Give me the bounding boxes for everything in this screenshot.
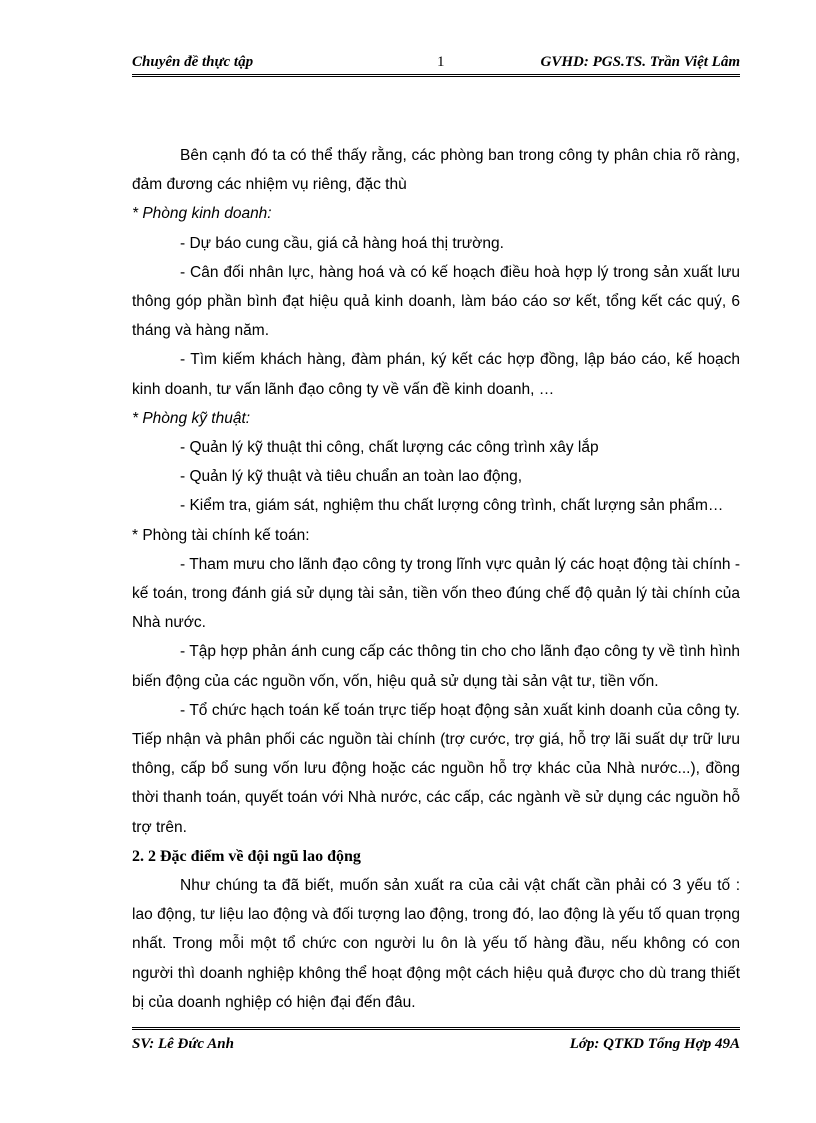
- list-item: - Cân đối nhân lực, hàng hoá và có kế hoạch điều hoà hợp lý trong sản xuất lưu thông góp phần bình đạt hiệu quả kinh doanh, làm báo cáo sơ kết, tổng kết các quý, 6 tháng và hàng năm.: [132, 263, 740, 340]
- intro-paragraph: Bên cạnh đó ta có thể thấy rằng, các phòng ban trong công ty phân chia rõ ràng, đảm đương các nhiệm vụ riêng, đặc thù: [132, 147, 740, 194]
- page-header: [132, 54, 740, 74]
- header-rule: [132, 74, 740, 77]
- header-title: Chuyên đề thực tập: [132, 54, 254, 70]
- list-item: - Tìm kiếm khách hàng, đàm phán, ký kết các hợp đồng, lập báo cáo, kế hoạch kinh doanh, tư vấn lãnh đạo công ty về vấn đề kinh doanh, …: [132, 351, 740, 398]
- list-item: - Tham mưu cho lãnh đạo công ty trong lĩnh vực quản lý các hoạt động tài chính - kế toán, trong đánh giá sử dụng tài sản, tiền vốn theo đúng chế độ quản lý tài chính của Nhà nước.: [132, 555, 740, 632]
- header-supervisor: GVHD: PGS.TS. Trần Việt Lâm: [540, 54, 740, 70]
- list-item: - Tập hợp phản ánh cung cấp các thông tin cho cho lãnh đạo công ty về tình hình biến động của các nguồn vốn, vốn, hiệu quả sử dụng tài sản vật tư, tiền vốn.: [132, 643, 740, 690]
- section-heading: 2. 2 Đặc điểm về đội ngũ lao động: [132, 847, 361, 865]
- footer-student: SV: Lê Đức Anh: [132, 1036, 234, 1052]
- section-tai-chinh-title: * Phòng tài chính kế toán:: [132, 526, 310, 544]
- list-item: - Kiểm tra, giám sát, nghiệm thu chất lượng công trình, chất lượng sản phẩm…: [180, 497, 724, 515]
- section-paragraph: Như chúng ta đã biết, muốn sản xuất ra của cải vật chất cần phải có 3 yếu tố : lao động, tư liệu lao động và đối tượng lao động, trong đó, lao động là yếu tố quan trọng nhất. Trong mỗi một tổ chức con người lu ôn là yếu tố hàng đầu, nếu không có con người thì doanh nghiệp không thể hoạt động một cách hiệu quả được cho dù trang thiết bị của doanh nghiệp có hiện đại đến đâu.: [132, 877, 740, 1011]
- footer-class: Lớp: QTKD Tổng Hợp 49A: [569, 1036, 740, 1052]
- footer-rule: [132, 1027, 740, 1030]
- list-item: - Quản lý kỹ thuật thi công, chất lượng các công trình xây lắp: [180, 439, 599, 457]
- section-ky-thuat-title: * Phòng kỹ thuật:: [132, 409, 251, 427]
- list-item: - Quản lý kỹ thuật và tiêu chuẩn an toàn lao động,: [180, 468, 523, 486]
- page-footer: [132, 1036, 740, 1056]
- page-number: 1: [437, 54, 445, 70]
- section-kinh-doanh-title: * Phòng kinh doanh:: [132, 205, 272, 223]
- document-body: [132, 141, 740, 1017]
- list-item: - Tổ chức hạch toán kế toán trực tiếp hoạt động sản xuất kinh doanh của công ty. Tiếp nhận và phân phối các nguồn tài chính (trợ cước, trợ giá, hỗ trợ lãi suất dự trữ lưu thông, cấp bổ sung vốn lưu động hoặc các nguồn hỗ trợ khác của Nhà nước...), đồng thời thanh toán, quyết toán với Nhà nước, các cấp, các ngành về sử dụng các nguồn hỗ trợ trên.: [132, 701, 740, 836]
- list-item: - Dự báo cung cầu, giá cả hàng hoá thị trường.: [180, 234, 504, 252]
